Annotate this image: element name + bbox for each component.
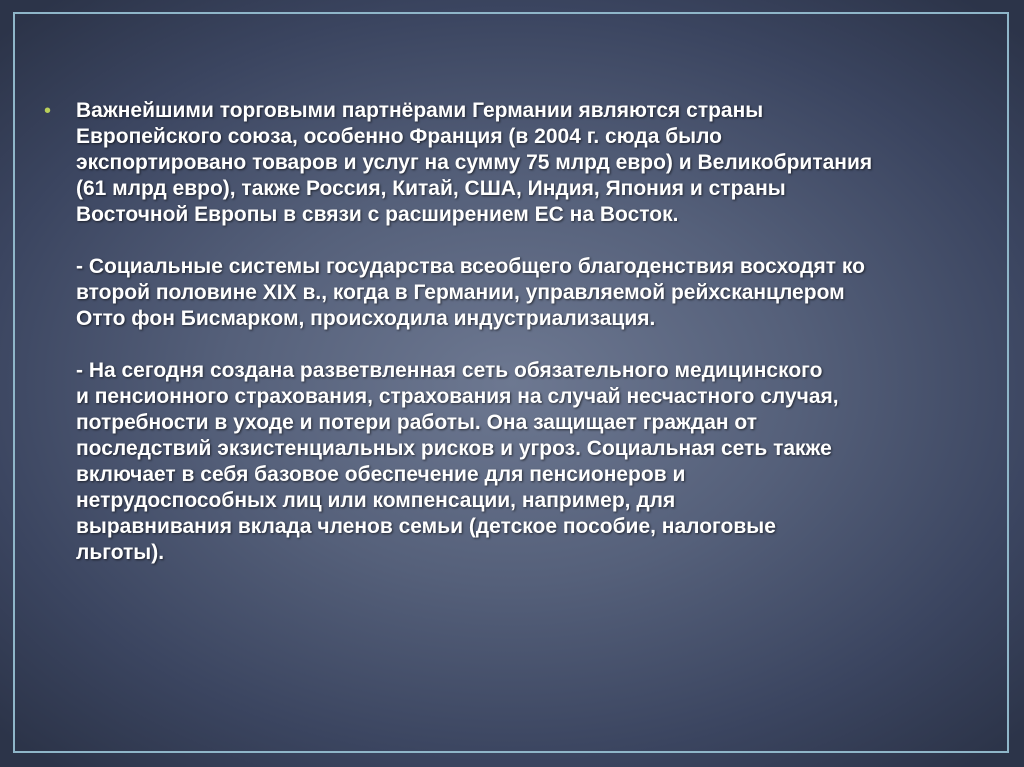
paragraph-insurance-network: - На сегодня создана разветвленная сеть обязательного медицинского и пенсионного страхования, страхования на случай несчастного случая, потребности в уходе и потери работы. Она защищает граждан от последствий экзистенциальных рисков и угроз. Социальная сеть также включает в себя базовое обеспечение для пенсионеров и нетрудоспособных лиц или компенсации, например, для выравнивания вклада членов семьи (детское пособие, налоговые льготы). [76, 359, 839, 564]
paragraph-trade-partners: Важнейшими торговыми партнёрами Германии являются страны Европейского союза, особенно Франция (в 2004 г. сюда было экспортировано товаров и услуг на сумму 75 млрд евро) и Великобритания (61 млрд евро), также Россия, Китай, США, Индия, Япония и страны Восточной Европы в связи с расширением ЕС на Восток. [76, 99, 873, 226]
slide-content [44, 98, 959, 566]
bullet-item [44, 98, 959, 566]
bullet-text [76, 98, 959, 566]
paragraph-social-systems: - Социальные системы государства всеобщего благоденствия восходят ко второй половине XIX в., когда в Германии, управляемой рейхсканцлером Отто фон Бисмарком, происходила индустриализация. [76, 255, 865, 330]
bullet-icon: • [44, 100, 52, 122]
